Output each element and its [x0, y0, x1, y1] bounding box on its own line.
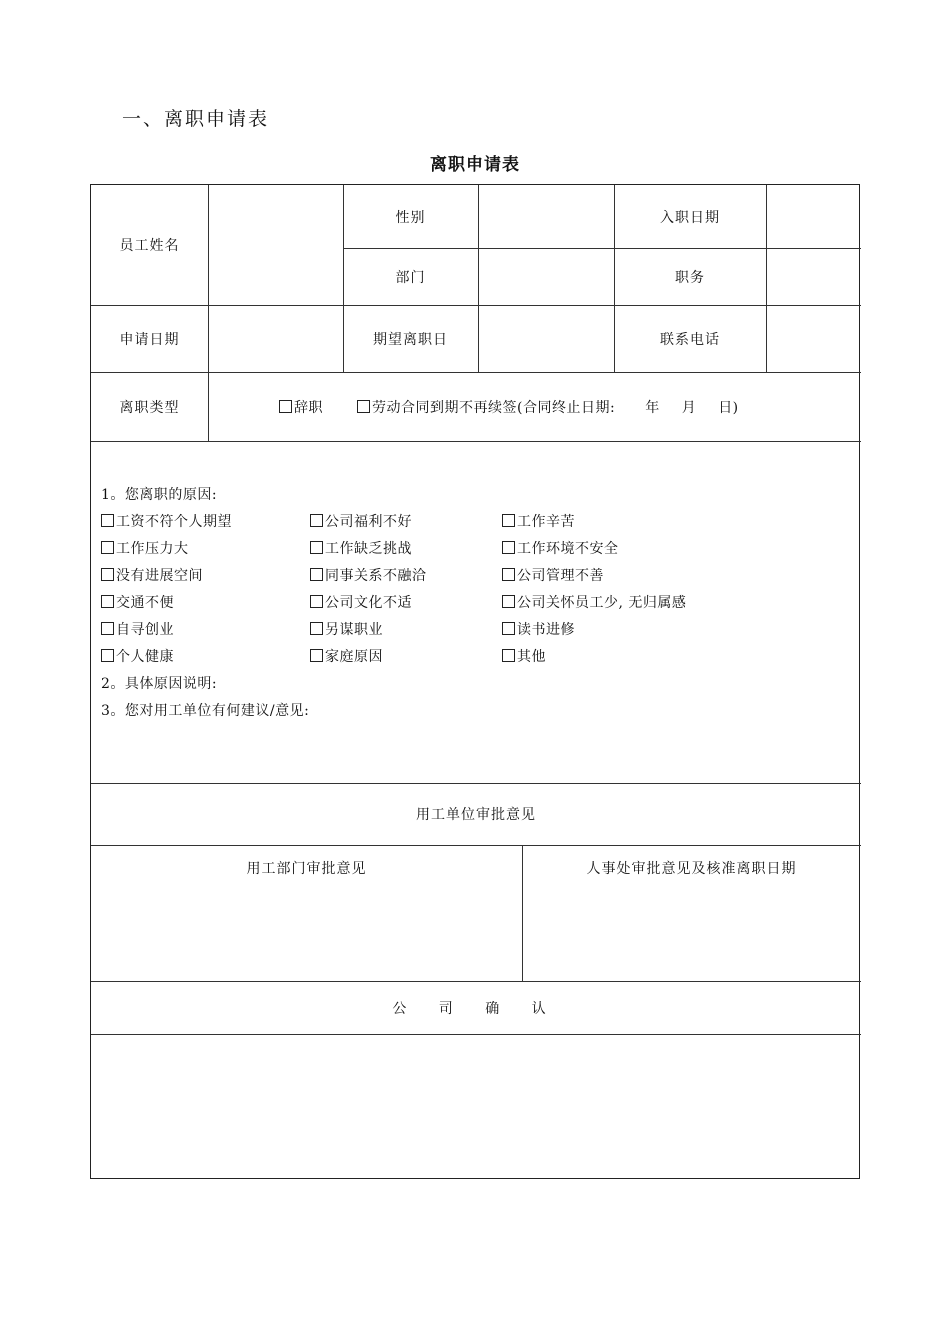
label-hire-date: 入职日期	[660, 209, 720, 226]
reason-option[interactable]	[310, 590, 412, 617]
label-expected-leave-date: 期望离职日	[373, 331, 448, 348]
checkbox-icon[interactable]	[310, 622, 323, 635]
dept-approval-field[interactable]	[91, 891, 522, 981]
reason-option[interactable]	[502, 509, 575, 536]
reason-option[interactable]	[310, 563, 427, 590]
resign-option[interactable]	[279, 397, 323, 417]
reasons-section	[101, 482, 841, 725]
contact-phone-field[interactable]	[766, 305, 861, 372]
hr-approval-field[interactable]	[522, 891, 861, 981]
reason-option[interactable]	[502, 617, 575, 644]
checkbox-icon[interactable]	[101, 649, 114, 662]
reason-label: 工作压力大	[116, 541, 189, 557]
checkbox-icon[interactable]	[502, 622, 515, 635]
reason-option[interactable]	[502, 590, 686, 617]
checkbox-icon[interactable]	[357, 400, 370, 413]
label-gender: 性别	[395, 209, 426, 226]
reason-row	[101, 509, 841, 536]
reason-option[interactable]	[101, 563, 203, 590]
reason-label: 另谋职业	[325, 622, 383, 638]
form-title: 离职申请表	[430, 155, 520, 175]
reason-label: 自寻创业	[116, 622, 174, 638]
expected-leave-date-field[interactable]	[478, 305, 614, 372]
checkbox-icon[interactable]	[502, 541, 515, 554]
reason-label: 没有进展空间	[116, 568, 203, 584]
apply-date-field[interactable]	[208, 305, 343, 372]
reason-option[interactable]	[502, 536, 619, 563]
reason-label: 工资不符个人期望	[116, 514, 232, 530]
dept-approval-header: 用工部门审批意见	[246, 861, 367, 877]
reason-label: 公司福利不好	[325, 514, 412, 530]
checkbox-icon[interactable]	[310, 595, 323, 608]
reason-label: 公司文化不适	[325, 595, 412, 611]
reason-row	[101, 536, 841, 563]
unit-approval-header: 用工单位审批意见	[416, 807, 536, 823]
reason-option[interactable]	[310, 617, 383, 644]
label-contact-phone: 联系电话	[660, 331, 720, 348]
label-position: 职务	[675, 269, 705, 286]
checkbox-icon[interactable]	[101, 595, 114, 608]
reason-label: 同事关系不融洽	[325, 568, 427, 584]
checkbox-icon[interactable]	[101, 514, 114, 527]
day-label: 日)	[718, 400, 739, 416]
reason-option[interactable]	[310, 509, 412, 536]
reason-option[interactable]	[101, 617, 174, 644]
checkbox-icon[interactable]	[310, 514, 323, 527]
question-1: 1。您离职的原因:	[101, 487, 218, 503]
reason-option[interactable]	[310, 644, 383, 671]
gender-field[interactable]	[478, 185, 614, 248]
reason-label: 交通不便	[116, 595, 174, 611]
contract-option[interactable]	[357, 397, 615, 417]
employee-name-field[interactable]	[208, 185, 343, 305]
reason-label: 家庭原因	[325, 649, 383, 665]
reason-label: 其他	[517, 649, 546, 665]
hire-date-field[interactable]	[766, 185, 861, 248]
checkbox-icon[interactable]	[101, 568, 114, 581]
department-field[interactable]	[478, 248, 614, 305]
resignation-form	[90, 184, 860, 1179]
leave-type-options	[209, 373, 859, 441]
year-label: 年	[645, 400, 660, 416]
reason-option[interactable]	[101, 644, 174, 671]
label-employee-name: 员工姓名	[119, 238, 180, 254]
question-2: 2。具体原因说明:	[101, 676, 218, 692]
label-leave-type: 离职类型	[119, 399, 180, 416]
reason-label: 工作辛苦	[517, 514, 575, 530]
reason-row	[101, 617, 841, 644]
reason-label: 公司关怀员工少, 无归属感	[517, 595, 687, 611]
checkbox-icon[interactable]	[310, 649, 323, 662]
reason-label: 个人健康	[116, 649, 174, 665]
position-field[interactable]	[766, 248, 861, 305]
reason-label: 公司管理不善	[517, 568, 604, 584]
month-label: 月	[681, 400, 697, 416]
checkbox-icon[interactable]	[101, 541, 114, 554]
reason-label: 工作环境不安全	[517, 541, 619, 557]
reason-option[interactable]	[101, 590, 174, 617]
reason-option[interactable]	[502, 563, 604, 590]
reason-label: 读书进修	[517, 622, 575, 638]
reason-row	[101, 563, 841, 590]
divider	[91, 441, 861, 442]
question-3: 3。您对用工单位有何建议/意见:	[101, 703, 310, 719]
reason-label: 工作缺乏挑战	[325, 541, 412, 557]
section-title: 一、离职申请表	[122, 108, 270, 130]
checkbox-icon[interactable]	[101, 622, 114, 635]
checkbox-icon[interactable]	[502, 514, 515, 527]
checkbox-icon[interactable]	[279, 400, 292, 413]
contract-label: 劳动合同到期不再续签(合同终止日期:	[372, 400, 616, 416]
reason-option[interactable]	[101, 509, 232, 536]
checkbox-icon[interactable]	[310, 568, 323, 581]
company-confirm-field[interactable]	[91, 1034, 861, 1178]
checkbox-icon[interactable]	[310, 541, 323, 554]
company-confirm-header: 公 司 确 认	[392, 1000, 560, 1017]
reason-option[interactable]	[101, 536, 189, 563]
hr-approval-header: 人事处审批意见及核准离职日期	[586, 861, 797, 877]
checkbox-icon[interactable]	[502, 649, 515, 662]
resign-label: 辞职	[294, 400, 323, 416]
checkbox-icon[interactable]	[502, 595, 515, 608]
reason-option[interactable]	[310, 536, 412, 563]
reason-option[interactable]	[502, 644, 546, 671]
reason-row	[101, 644, 841, 671]
reason-row	[101, 590, 841, 617]
label-apply-date: 申请日期	[119, 331, 180, 348]
reason-options	[101, 509, 841, 671]
checkbox-icon[interactable]	[502, 568, 515, 581]
label-department: 部门	[395, 269, 426, 286]
